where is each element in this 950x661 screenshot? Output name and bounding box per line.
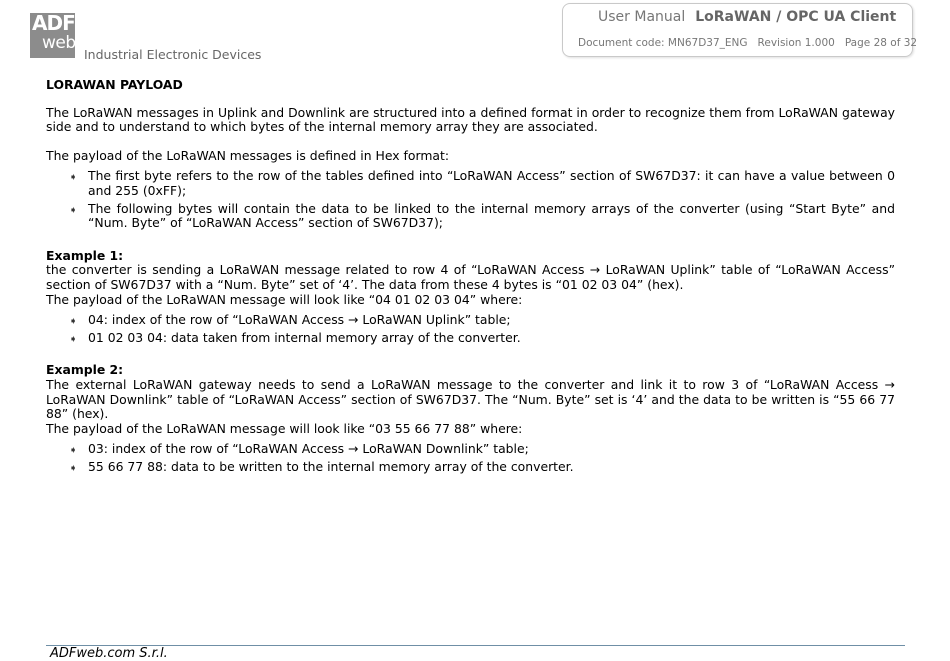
section-title: LORAWAN PAYLOAD [46, 77, 183, 92]
intro-paragraph: The LoRaWAN messages in Uplink and Downlink are structured into a defined format in order to recognize them from LoRaWAN gateway side and to understand to which bytes of the internal memory array they are associated. [46, 104, 895, 135]
logo-text-bottom: web [42, 33, 76, 53]
bullet-arrow-icon: ➧ [69, 204, 78, 216]
bullet-arrow-icon: ➧ [69, 316, 78, 328]
footer-divider [46, 645, 905, 646]
bullet-arrow-icon: ➧ [69, 445, 78, 457]
example2-bullet-list [46, 442, 895, 474]
document-header-box [562, 3, 918, 57]
list-item: ➧ 04: index of the row of “LoRaWAN Access → LoRaWAN Uplink” table; [88, 313, 895, 328]
list-item: ➧ 03: index of the row of “LoRaWAN Access → LoRaWAN Downlink” table; [88, 442, 895, 457]
header-title-row [598, 9, 896, 25]
header-info-row [578, 37, 927, 49]
manual-label: User Manual [598, 9, 686, 25]
example1-text: the converter is sending a LoRaWAN message related to row 4 of “LoRaWAN Access → LoRaWAN Uplink” table of “LoRaWAN Access” section of SW67D37 with a “Num. Byte” set of ‘4’. The data from these 4 bytes is “01 02 03 04” (hex). [46, 262, 895, 292]
page-number: Page 28 of 32 [844, 37, 918, 49]
example1-line2: The payload of the LoRaWAN message will look like “04 01 02 03 04” where: [46, 291, 523, 307]
logo-text-top: ADF [32, 11, 75, 35]
example2-text: The external LoRaWAN gateway needs to send a LoRaWAN message to the converter and link it to row 3 of “LoRaWAN Access → LoRaWAN Downlink” table of “LoRaWAN Access” section of SW67D37. The “Num. Byte” set is ‘4’ and the data to be written is “55 66 77 88” (hex). [46, 376, 895, 422]
bullet-arrow-icon: ➧ [69, 172, 78, 184]
page-content [46, 78, 895, 477]
list-item: ➧ 55 66 77 88: data to be written to the internal memory array of the converter. [88, 460, 895, 475]
example1-bullet-list [46, 313, 895, 345]
bullet-arrow-icon: ➧ [69, 333, 78, 345]
payload-intro: The payload of the LoRaWAN messages is defined in Hex format: [46, 147, 450, 163]
adfweb-logo [30, 13, 75, 58]
example2-title: Example 2: [46, 362, 124, 378]
payload-bullet-list [46, 169, 895, 230]
document-code: Document code: MN67D37_ENG [578, 37, 748, 49]
list-item: ➧ 01 02 03 04: data taken from internal memory array of the converter. [88, 331, 895, 346]
example1-title: Example 1: [46, 247, 124, 263]
company-tagline: Industrial Electronic Devices [84, 47, 262, 62]
product-title: LoRaWAN / OPC UA Client [695, 9, 897, 25]
list-item: ➧ The following bytes will contain the data to be linked to the internal memory arrays of the converter (using “Start Byte” and “Num. Byte” of “LoRaWAN Access” section of SW67D37); [69, 200, 895, 231]
revision: Revision 1.000 [757, 37, 835, 49]
example2-line2: The payload of the LoRaWAN message will look like “03 55 66 77 88” where: [46, 420, 523, 436]
bullet-arrow-icon: ➧ [69, 462, 78, 474]
footer-company: ADFweb.com S.r.l. [50, 646, 168, 661]
list-item: ➧ The first byte refers to the row of the tables defined into “LoRaWAN Access” section of SW67D37: it can have a value between 0 and 255 (0xFF); [69, 168, 895, 198]
